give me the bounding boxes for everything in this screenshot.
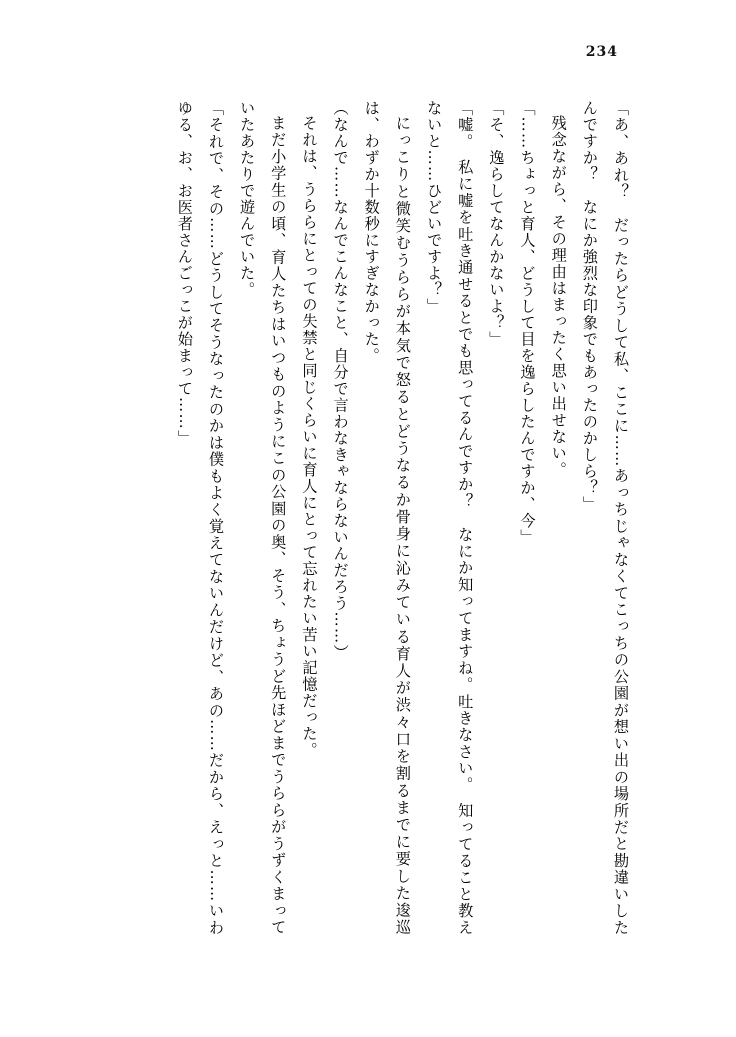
page-number: 234 (585, 44, 618, 60)
paragraph: 「……ちょっと育人、どうして目を逸らしたんですか、今」 (518, 100, 537, 546)
paragraph: それは、うららにとっての失禁と同じくらいに育人にとって忘れたい苦い記憶だった。 (300, 115, 319, 759)
paragraph: 「そ、逸らしてなんかないよ？」 (487, 100, 506, 348)
paragraph: にっこりと微笑むうららが本気で怒るとどうなるか骨身に沁みている育人が渋々口を割るまでに要した逡巡は、わずか十数秒にすぎなかった。 (362, 100, 412, 936)
paragraph: 「あ、あれ？ だったらどうして私、ここに……あっちじゃなくてこっちの公園が想い出の場所だと勘違いしたんですか？ なにか強烈な印象でもあったのかしら？」 (580, 100, 630, 936)
paragraph: （なんで……なんでこんなこと、自分で言わなきゃならないんだろう……） (331, 100, 350, 661)
paragraph: 「嘘。 私に嘘を吐き通せるとでも思ってるんですか？ なにか知ってますね。吐きなさい。 知ってること教えないと……ひどいですよ？」 (425, 100, 475, 936)
paragraph: 残念ながら、その理由はまったく思い出せない。 (549, 115, 568, 479)
paragraph: 「それで、その……どうしてそうなったのかは僕もよく覚えてないんだけど、あの……だから、えっと……いわゆる、お、お医者さんごっこが始まって……」 (175, 100, 225, 936)
paragraph: まだ小学生の頃、育人たちはいつものようにこの公園の奥、そう、ちょうど先ほどまでうららがうずくまっていたあたりで遊んでいた。 (238, 100, 288, 936)
page-body-text (62, 100, 636, 936)
